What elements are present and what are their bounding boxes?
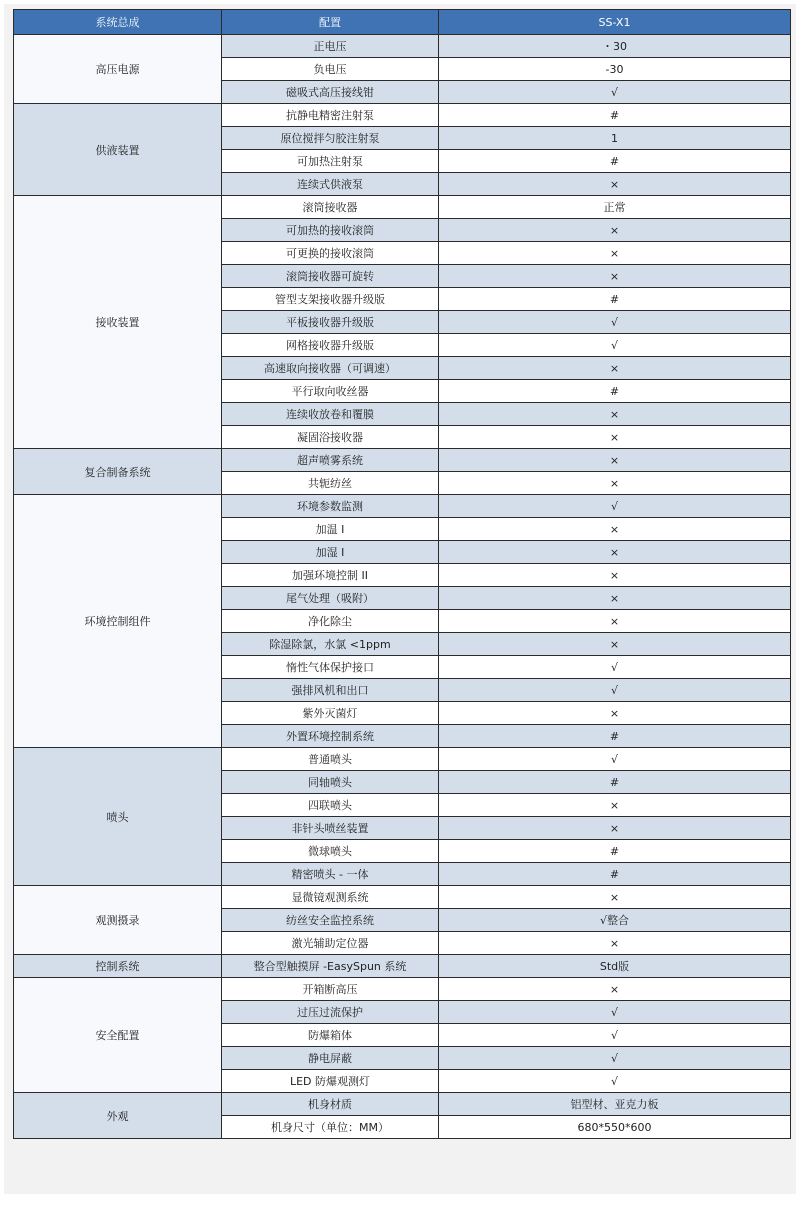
config-item-cell: 平行取向收丝器 <box>222 380 439 403</box>
category-cell: 环境控制组件 <box>14 495 222 748</box>
config-item-cell: 滚筒接收器可旋转 <box>222 265 439 288</box>
config-item-cell: 紫外灭菌灯 <box>222 702 439 725</box>
table-row <box>14 495 791 518</box>
config-value-cell: √整合 <box>439 909 791 932</box>
config-value-cell: × <box>439 817 791 840</box>
config-item-cell: 激光辅助定位器 <box>222 932 439 955</box>
spec-table <box>13 9 791 1139</box>
config-value-cell: ・30 <box>439 35 791 58</box>
config-item-cell: 纺丝安全监控系统 <box>222 909 439 932</box>
config-item-cell: 加湿 I <box>222 541 439 564</box>
config-item-cell: 除湿除氯，水氯 <1ppm <box>222 633 439 656</box>
config-value-cell: × <box>439 242 791 265</box>
config-value-cell: # <box>439 725 791 748</box>
config-value-cell: × <box>439 173 791 196</box>
config-value-cell: √ <box>439 1070 791 1093</box>
config-value-cell: # <box>439 150 791 173</box>
config-value-cell: # <box>439 771 791 794</box>
config-value-cell: 铝型材、亚克力板 <box>439 1093 791 1116</box>
config-value-cell: √ <box>439 495 791 518</box>
config-item-cell: 连续收放卷和覆膜 <box>222 403 439 426</box>
config-item-cell: 负电压 <box>222 58 439 81</box>
config-value-cell: √ <box>439 311 791 334</box>
table-row <box>14 35 791 58</box>
config-item-cell: 微球喷头 <box>222 840 439 863</box>
config-value-cell: × <box>439 932 791 955</box>
config-value-cell: # <box>439 288 791 311</box>
config-value-cell: 680*550*600 <box>439 1116 791 1139</box>
config-value-cell: × <box>439 426 791 449</box>
config-value-cell: × <box>439 449 791 472</box>
category-cell: 供液装置 <box>14 104 222 196</box>
config-item-cell: 开箱断高压 <box>222 978 439 1001</box>
config-value-cell: × <box>439 886 791 909</box>
config-value-cell: × <box>439 219 791 242</box>
table-row <box>14 196 791 219</box>
config-value-cell: # <box>439 104 791 127</box>
category-cell: 外观 <box>14 1093 222 1139</box>
config-item-cell: 静电屏蔽 <box>222 1047 439 1070</box>
config-item-cell: 过压过流保护 <box>222 1001 439 1024</box>
config-item-cell: 机身材质 <box>222 1093 439 1116</box>
config-item-cell: 普通喷头 <box>222 748 439 771</box>
spec-sheet <box>4 4 796 1194</box>
table-row <box>14 1093 791 1116</box>
config-value-cell: × <box>439 978 791 1001</box>
config-item-cell: 超声喷雾系统 <box>222 449 439 472</box>
config-value-cell: -30 <box>439 58 791 81</box>
config-item-cell: 外置环境控制系统 <box>222 725 439 748</box>
config-value-cell: 1 <box>439 127 791 150</box>
config-item-cell: 可加热的接收滚筒 <box>222 219 439 242</box>
config-item-cell: 抗静电精密注射泵 <box>222 104 439 127</box>
table-header-row <box>14 10 791 35</box>
config-value-cell: √ <box>439 748 791 771</box>
config-item-cell: 可加热注射泵 <box>222 150 439 173</box>
config-item-cell: 加强环境控制 II <box>222 564 439 587</box>
config-value-cell: × <box>439 403 791 426</box>
config-value-cell: √ <box>439 1024 791 1047</box>
config-value-cell: × <box>439 610 791 633</box>
config-item-cell: 可更换的接收滚筒 <box>222 242 439 265</box>
config-item-cell: 强排风机和出口 <box>222 679 439 702</box>
config-value-cell: × <box>439 265 791 288</box>
table-row <box>14 748 791 771</box>
config-value-cell: × <box>439 518 791 541</box>
config-item-cell: 磁吸式高压接线钳 <box>222 81 439 104</box>
table-row <box>14 449 791 472</box>
config-value-cell: √ <box>439 81 791 104</box>
config-value-cell: 正常 <box>439 196 791 219</box>
config-item-cell: 加温 I <box>222 518 439 541</box>
config-value-cell: √ <box>439 334 791 357</box>
config-value-cell: # <box>439 863 791 886</box>
config-value-cell: × <box>439 702 791 725</box>
config-value-cell: × <box>439 794 791 817</box>
category-cell: 安全配置 <box>14 978 222 1093</box>
config-item-cell: 显微镜观测系统 <box>222 886 439 909</box>
config-item-cell: 同轴喷头 <box>222 771 439 794</box>
config-item-cell: 正电压 <box>222 35 439 58</box>
table-row <box>14 104 791 127</box>
config-value-cell: √ <box>439 679 791 702</box>
config-value-cell: √ <box>439 1047 791 1070</box>
config-value-cell: # <box>439 380 791 403</box>
config-item-cell: 整合型触摸屏 -EasySpun 系统 <box>222 955 439 978</box>
config-value-cell: × <box>439 564 791 587</box>
config-item-cell: 管型支架接收器升级版 <box>222 288 439 311</box>
config-value-cell: √ <box>439 1001 791 1024</box>
config-value-cell: × <box>439 633 791 656</box>
category-cell: 复合制备系统 <box>14 449 222 495</box>
table-row <box>14 955 791 978</box>
category-cell: 高压电源 <box>14 35 222 104</box>
config-item-cell: 滚筒接收器 <box>222 196 439 219</box>
header-config: 配置 <box>222 10 439 35</box>
config-item-cell: 非针头喷丝装置 <box>222 817 439 840</box>
config-value-cell: × <box>439 587 791 610</box>
config-value-cell: Std版 <box>439 955 791 978</box>
category-cell: 喷头 <box>14 748 222 886</box>
config-item-cell: 平板接收器升级版 <box>222 311 439 334</box>
config-item-cell: 高速取向接收器（可调速） <box>222 357 439 380</box>
header-system: 系统总成 <box>14 10 222 35</box>
category-cell: 接收装置 <box>14 196 222 449</box>
header-model: SS-X1 <box>439 10 791 35</box>
config-value-cell: × <box>439 541 791 564</box>
config-item-cell: 净化除尘 <box>222 610 439 633</box>
config-item-cell: 原位搅拌匀胶注射泵 <box>222 127 439 150</box>
config-item-cell: 机身尺寸（单位：MM） <box>222 1116 439 1139</box>
config-item-cell: LED 防爆观测灯 <box>222 1070 439 1093</box>
table-body <box>14 35 791 1139</box>
category-cell: 控制系统 <box>14 955 222 978</box>
config-item-cell: 防爆箱体 <box>222 1024 439 1047</box>
config-value-cell: × <box>439 472 791 495</box>
config-item-cell: 四联喷头 <box>222 794 439 817</box>
table-row <box>14 886 791 909</box>
config-value-cell: √ <box>439 656 791 679</box>
table-row <box>14 978 791 1001</box>
config-item-cell: 共轭纺丝 <box>222 472 439 495</box>
category-cell: 观测摄录 <box>14 886 222 955</box>
config-item-cell: 网格接收器升级版 <box>222 334 439 357</box>
config-value-cell: × <box>439 357 791 380</box>
config-item-cell: 凝固浴接收器 <box>222 426 439 449</box>
config-value-cell: # <box>439 840 791 863</box>
config-item-cell: 连续式供液泵 <box>222 173 439 196</box>
config-item-cell: 精密喷头 - 一体 <box>222 863 439 886</box>
config-item-cell: 环境参数监测 <box>222 495 439 518</box>
config-item-cell: 惰性气体保护接口 <box>222 656 439 679</box>
config-item-cell: 尾气处理（吸附） <box>222 587 439 610</box>
